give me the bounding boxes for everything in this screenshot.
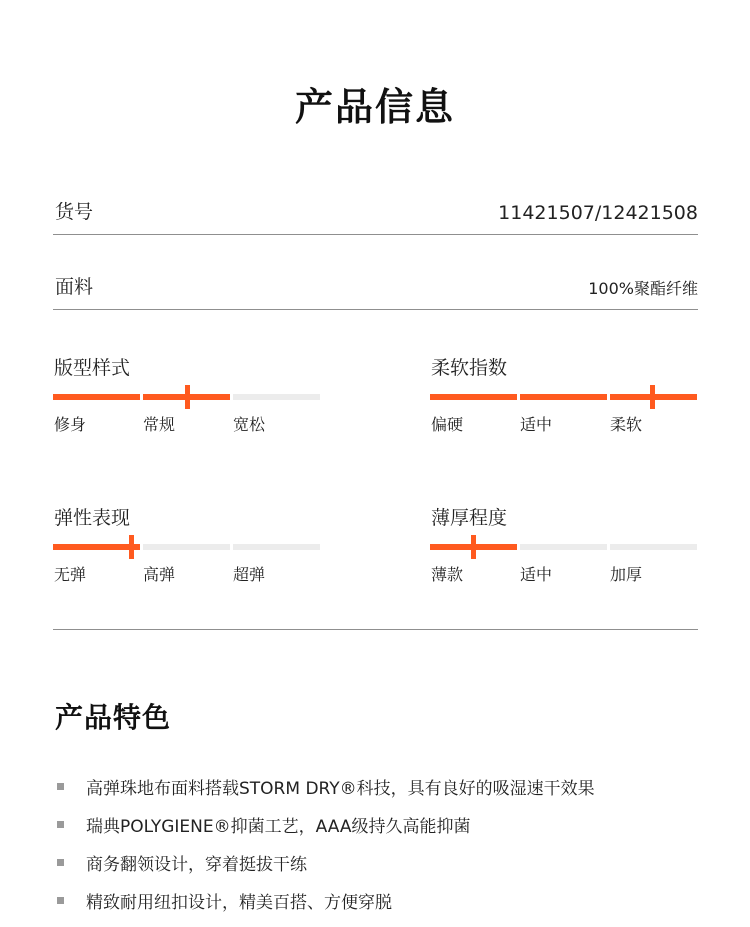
thickness-option: 加厚 (610, 565, 643, 584)
thickness-scale-marker (471, 535, 476, 559)
fit-option: 修身 (54, 415, 87, 434)
thickness-option: 薄款 (431, 565, 464, 584)
softness-option: 适中 (520, 415, 553, 434)
elasticity-scale-segment (233, 544, 320, 550)
info-row-item-no (53, 190, 698, 235)
elasticity-scale-title: 弹性表现 (54, 507, 131, 529)
softness-scale-segment (520, 394, 607, 400)
feature-list (56, 774, 716, 926)
softness-scale-title: 柔软指数 (431, 357, 508, 379)
softness-option: 柔软 (610, 415, 643, 434)
fit-option: 宽松 (233, 415, 266, 434)
softness-scale-marker (650, 385, 655, 409)
fit-scale-marker (185, 385, 190, 409)
elasticity-option: 超弹 (233, 565, 266, 584)
thickness-scale-segment (520, 544, 607, 550)
thickness-scale-track (430, 544, 698, 550)
item-no-label: 货号 (55, 201, 94, 223)
fit-scale-segment (53, 394, 140, 400)
fit-scale-track (53, 394, 321, 400)
elasticity-scale-track (53, 544, 321, 550)
fit-scale-title: 版型样式 (54, 357, 131, 379)
elasticity-option: 无弹 (54, 565, 87, 584)
elasticity-scale-segment (143, 544, 230, 550)
feature-item (56, 812, 716, 850)
elasticity-option: 高弹 (143, 565, 176, 584)
thickness-scale-title: 薄厚程度 (431, 507, 508, 529)
section-divider (53, 629, 698, 630)
item-no-value: 11421507/12421508 (498, 202, 698, 224)
fabric-value: 100%聚酯纤维 (588, 279, 698, 298)
thickness-option: 适中 (520, 565, 553, 584)
softness-scale-segment (430, 394, 517, 400)
softness-scale-track (430, 394, 698, 400)
fit-scale-segment (233, 394, 320, 400)
features-title: 产品特色 (55, 701, 172, 734)
square-bullet-icon (57, 783, 64, 790)
thickness-scale-segment (610, 544, 697, 550)
elasticity-scale-marker (129, 535, 134, 559)
fit-option: 常规 (143, 415, 176, 434)
feature-item (56, 774, 716, 812)
elasticity-scale-segment (53, 544, 140, 550)
feature-item (56, 888, 716, 926)
square-bullet-icon (57, 897, 64, 904)
fabric-label: 面料 (55, 276, 94, 298)
info-row-fabric (53, 266, 698, 310)
softness-option: 偏硬 (431, 415, 464, 434)
feature-text: 商务翻领设计，穿着挺拔干练 (86, 855, 307, 875)
feature-text: 瑞典POLYGIENE®抑菌工艺，AAA级持久高能抑菌 (86, 817, 471, 837)
square-bullet-icon (57, 859, 64, 866)
feature-text: 高弹珠地布面料搭载STORM DRY®科技，具有良好的吸湿速干效果 (86, 779, 595, 799)
feature-item (56, 850, 716, 888)
square-bullet-icon (57, 821, 64, 828)
feature-text: 精致耐用纽扣设计，精美百搭、方便穿脱 (86, 893, 392, 913)
page-title: 产品信息 (294, 85, 455, 129)
